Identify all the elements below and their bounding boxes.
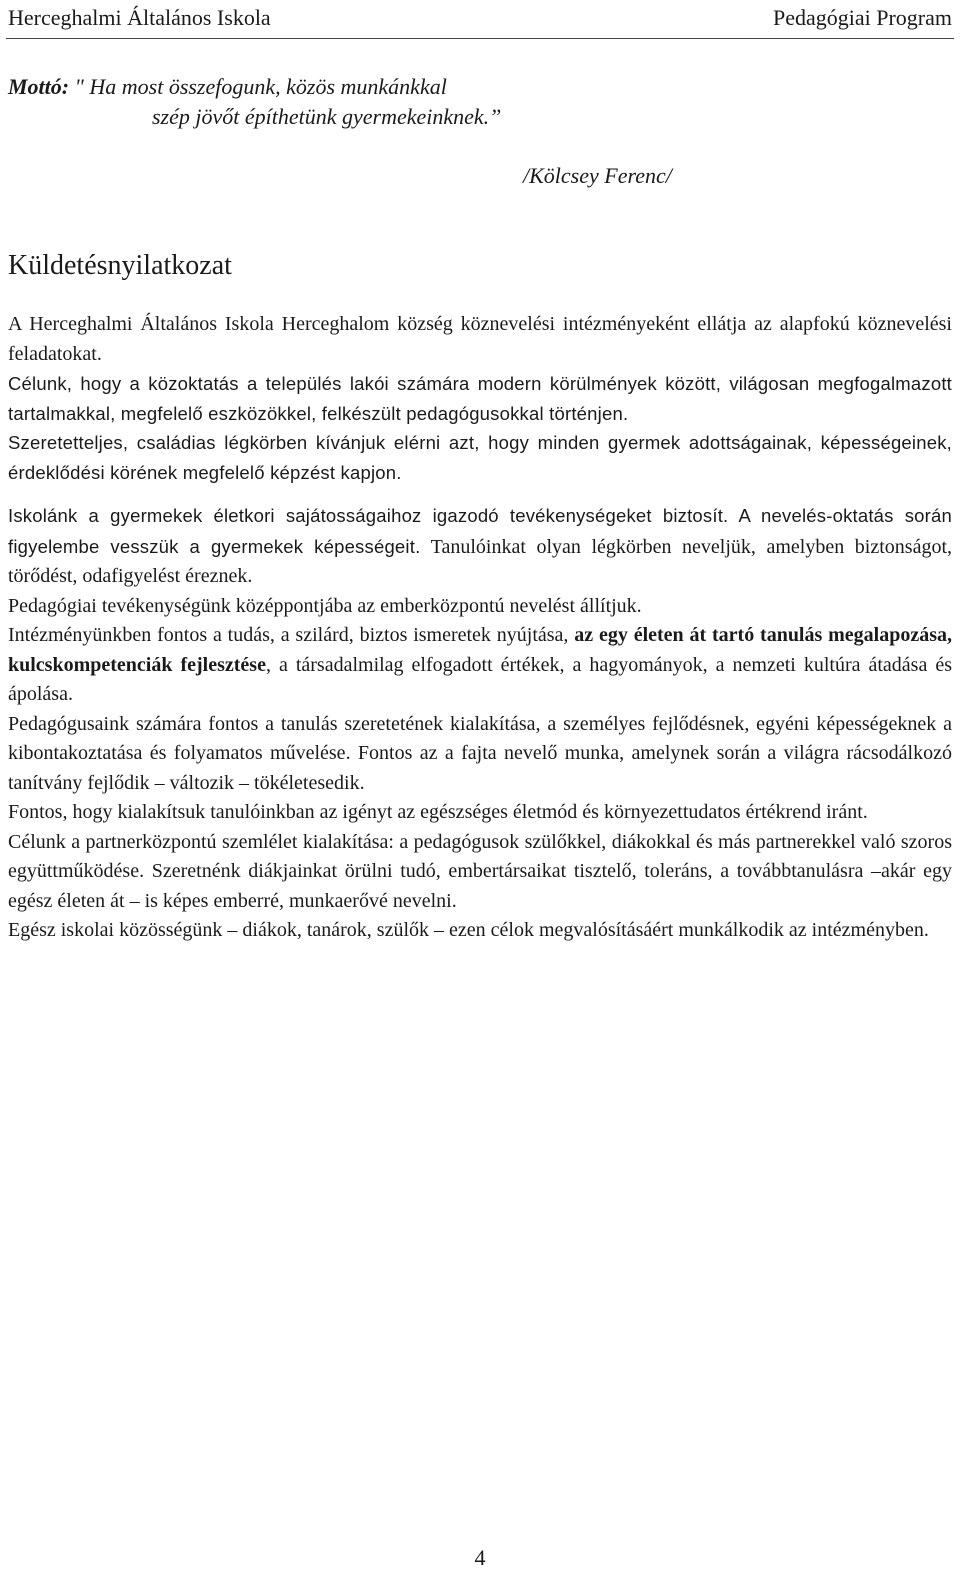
page-number: 4 (474, 1545, 486, 1570)
paragraph-6 (8, 621, 952, 710)
motto-quote-line1: " Ha most összefogunk, közös munkánkkal (69, 74, 447, 99)
motto-label: Mottó: (8, 74, 70, 99)
paragraph-1: A Herceghalmi Általános Iskola Herceghalom község köznevelési intézményeként ellátja az alapfokú köznevelési feladatokat. (8, 313, 952, 365)
paragraph-6-emphasis: az egy életen át tartó tanulás megalapozása, kulcskompetenciák fejlesztése (8, 624, 952, 676)
mission-statement-body (8, 310, 952, 946)
motto-author: /Kölcsey Ferenc/ (523, 163, 672, 188)
header-divider (6, 38, 954, 39)
paragraph-10: Egész iskolai közösségünk – diákok, tanárok, szülők – ezen célok megvalósításáért munkálkodik az intézményben. (8, 919, 929, 941)
paragraph-6-end: , a társadalmilag elfogadott értékek, a hagyományok, a nemzeti kultúra átadása és ápolása. (8, 653, 952, 705)
paragraph-9: Célunk a partnerközpontú szemlélet kialakítása: a pedagógusok szülőkkel, diákokkal és más partnerekkel való szoros együttműködése. Szeretnénk diákjainkat örülni tudó, embertársaikat tisztelő, toleráns, a továbbtanulásra –akár egy egész életen át – is képes emberré, munkaerővé nevelni. (8, 830, 952, 912)
paragraph-3: Szeretetteljes, családias légkörben kívánjuk elérni azt, hogy minden gyermek adottságainak, képességeinek, érdeklődési körének megfelelő képzést kapjon. (8, 432, 952, 483)
header-document-title: Pedagógiai Program (772, 5, 952, 30)
paragraph-4-part-a: Iskolánk a gyermekek életkori sajátosságaihoz igazodó tevékenységeket biztosít. A nevelés-oktatás során figyelembe vesszük a gyermekek képességeit. (8, 505, 952, 557)
header-school-name: Herceghalmi Általános Iskola (8, 5, 271, 30)
paragraph-4-part-b: Tanulóinkat olyan légkörben neveljük, amelyben biztonságot, törődést, odafigyelést éreznek. (8, 535, 953, 587)
paragraph-6-start: Intézményünkben fontos a tudás, a szilárd, biztos ismeretek nyújtása, (8, 624, 575, 646)
paragraph-2: Célunk, hogy a közoktatás a település lakói számára modern körülmények között, világosan megfogalmazott tartalmakkal, megfelelő eszközökkel, felkészült pedagógusokkal történjen. (8, 373, 952, 424)
paragraph-8: Fontos, hogy kialakítsuk tanulóinkban az igényt az egészséges életmód és környezettudatos értékrend iránt. (8, 801, 868, 823)
section-title: Küldetésnyilatkozat (8, 250, 232, 281)
paragraph-5: Pedagógiai tevékenységünk középpontjába az emberközpontú nevelést állítjuk. (8, 594, 642, 617)
paragraph-4 (8, 501, 952, 592)
paragraph-7: Pedagógusaink számára fontos a tanulás szeretetének kialakítása, a személyes fejlődésnek, egyéni képességeknek a kibontakoztatása és folyamatos művelése. Fontos az a fajta nevelő munka, amelynek során a világra rácsodálkozó tanítvány fejlődik – változik – tökéletesedik. (8, 712, 952, 794)
motto-quote-line2: szép jövőt építhetünk gyermekeinknek.” (152, 104, 502, 129)
motto-first-line (8, 74, 447, 100)
